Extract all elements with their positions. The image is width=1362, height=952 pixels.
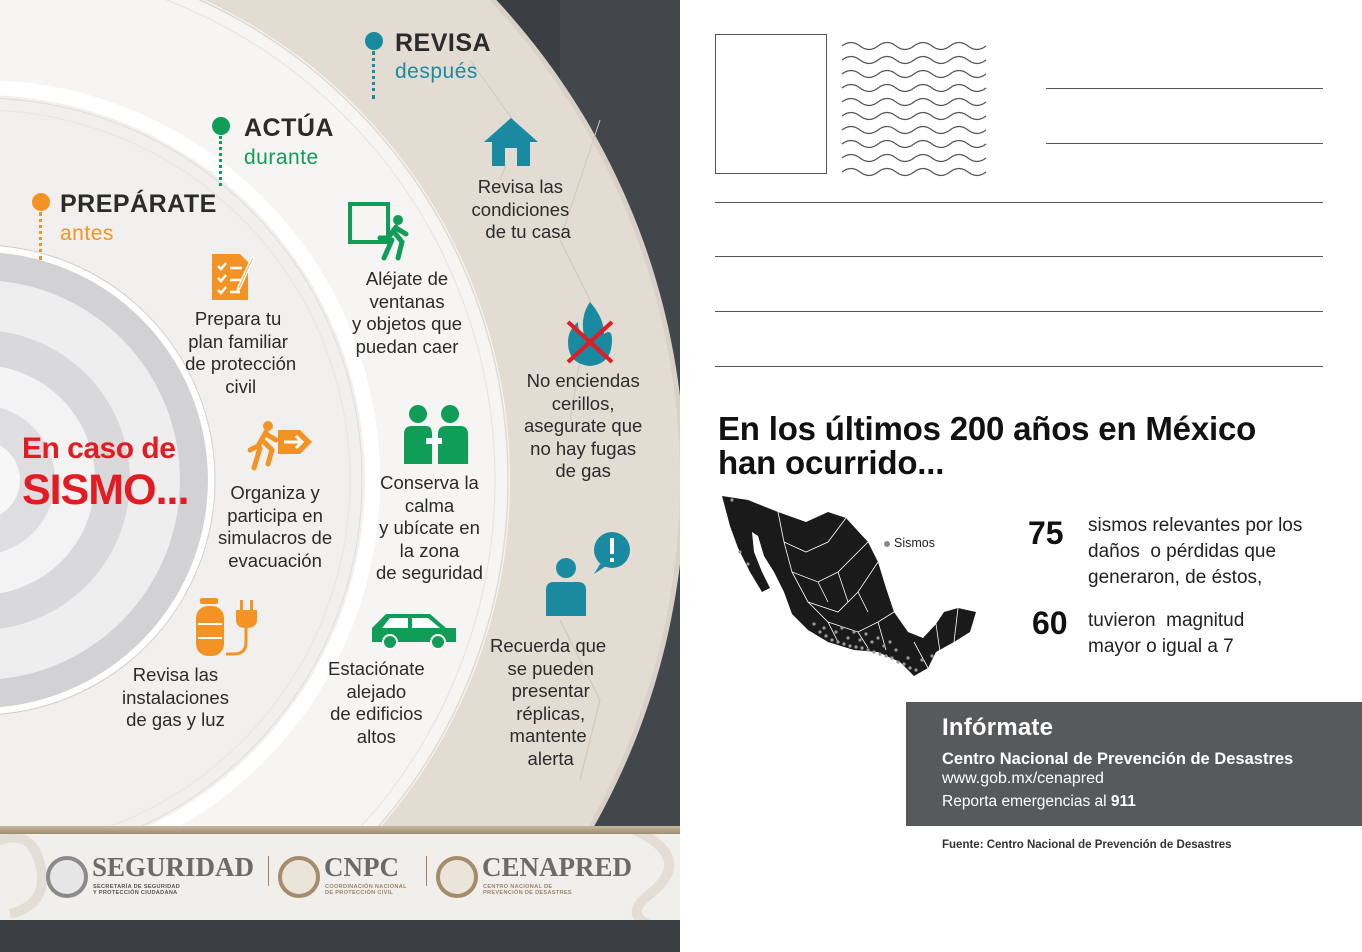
address-line[interactable]	[715, 311, 1323, 312]
phase-after-dot	[365, 32, 383, 50]
stats-heading-line1: En los últimos 200 años en México	[718, 410, 1257, 447]
phase-before-sub: antes	[60, 222, 114, 245]
map-legend	[884, 536, 935, 550]
cenapred-seal-icon	[436, 856, 478, 898]
phase-during-dotted-line	[219, 136, 222, 186]
info-title: Infórmate	[942, 714, 1054, 741]
legend-dot	[884, 541, 890, 547]
people-icon	[402, 404, 470, 466]
info-emergency	[942, 793, 1136, 811]
mexico-seal-icon	[46, 856, 88, 898]
phase-during-title: ACTÚA	[244, 114, 334, 142]
window-runner-icon	[348, 202, 412, 262]
phase-after-dotted-line	[372, 51, 375, 99]
info-box	[906, 702, 1362, 826]
before-item-gas: Revisa las instalaciones de gas y luz	[122, 664, 229, 730]
logo-cnpc-desc: COORDINACIÓN NACIONAL DE PROTECCIÓN CIVIL	[325, 884, 407, 897]
logo-seguridad-desc: SECRETARÍA DE SEGURIDAD Y PROTECCIÓN CIUDADANA	[93, 884, 181, 897]
after-item-house: Revisa las condiciones de tu casa	[471, 176, 571, 242]
evacuation-icon	[248, 420, 314, 474]
stats-heading-line2: han ocurrido...	[718, 444, 945, 481]
logo-cnpc	[278, 850, 418, 906]
no-fire-icon	[564, 300, 616, 368]
during-item-windows: Aléjate de ventanas y objetos que puedan caer	[352, 268, 463, 357]
stat-number: 60	[1032, 605, 1068, 641]
info-emergency-label: Reporta emergencias al	[942, 793, 1107, 810]
headline-line2: SISMO...	[22, 466, 189, 514]
house-icon	[482, 116, 540, 168]
info-url-link[interactable]: www.gob.mx/cenapred	[942, 770, 1104, 787]
phase-before-title: PREPÁRATE	[60, 190, 217, 218]
address-line[interactable]	[715, 366, 1323, 367]
phase-during-dot	[212, 117, 230, 135]
headline-line1: En caso de	[22, 432, 176, 465]
stats-heading	[718, 412, 1256, 480]
address-line[interactable]	[1046, 88, 1323, 89]
logo-cenapred-desc: CENTRO NACIONAL DE PREVENCIÓN DE DESASTRES	[483, 884, 572, 897]
source-note: Fuente: Centro Nacional de Prevención de Desastres	[942, 839, 1232, 851]
checklist-icon	[210, 252, 258, 302]
address-line[interactable]	[715, 256, 1323, 257]
after-item-gas: No enciendas cerillos, asegurate que no hay fugas de gas	[524, 370, 643, 481]
footer-band	[0, 826, 680, 834]
map-legend-label: Sismos	[894, 536, 935, 550]
before-item-plan: Prepara tu plan familiar de protección civil	[185, 308, 297, 397]
footer-bottom-bar	[0, 920, 680, 952]
phase-before-dot	[32, 193, 50, 211]
car-icon	[368, 610, 460, 650]
before-item-drill: Organiza y participa en simulacros de evacuación	[218, 482, 333, 571]
stamp-box	[715, 34, 827, 174]
phase-after-sub: después	[395, 60, 478, 83]
stat-number: 75	[1028, 515, 1064, 551]
address-line[interactable]	[1046, 143, 1323, 144]
stat-text: tuvieron magnitud mayor o igual a 7	[1088, 610, 1245, 657]
after-item-aftershock: Recuerda que se pueden presentar réplicas, mantente alerta	[490, 635, 607, 769]
alert-person-icon	[544, 530, 636, 616]
logo-cnpc-name: CNPC	[324, 852, 399, 882]
phase-during-sub: durante	[244, 146, 319, 169]
phase-after-title: REVISA	[395, 29, 492, 57]
stat-text: sismos relevantes por los daños o pérdidas que generaron, de éstos,	[1088, 515, 1303, 588]
right-panel	[680, 0, 1362, 952]
info-org: Centro Nacional de Prevención de Desastres	[942, 750, 1294, 768]
info-emergency-number: 911	[1110, 793, 1136, 810]
phase-before-dotted-line	[39, 212, 42, 260]
logo-seguridad-name: SEGURIDAD	[92, 852, 255, 882]
during-item-park: Estaciónate alejado de edificios altos	[328, 658, 425, 747]
logo-separator	[426, 856, 427, 886]
cnpc-seal-icon	[278, 856, 320, 898]
during-item-calm: Conserva la calma y ubícate en la zona de seguridad	[376, 472, 483, 583]
mexico-map-icon	[718, 492, 980, 682]
logo-seguridad	[46, 850, 266, 906]
footer-logos	[0, 834, 680, 920]
address-line[interactable]	[715, 202, 1323, 203]
logo-cenapred	[436, 850, 636, 906]
logo-cenapred-name: CENAPRED	[482, 852, 633, 882]
logo-separator	[268, 856, 269, 886]
postmark-waves-icon	[840, 38, 990, 183]
gas-plug-icon	[194, 598, 260, 658]
left-panel	[0, 0, 680, 952]
